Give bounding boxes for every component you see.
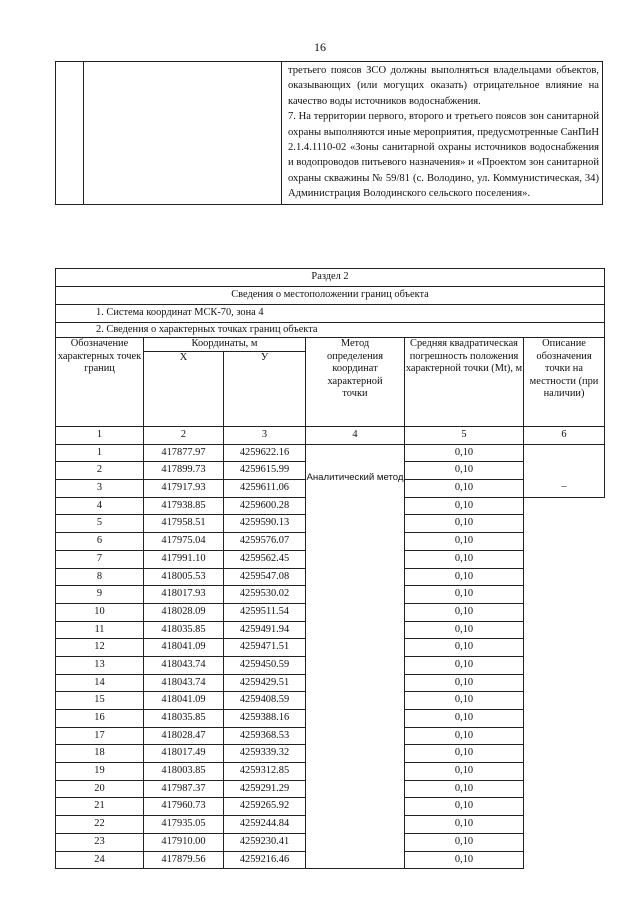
coord-y: 4259265.92 — [224, 798, 306, 816]
coord-x: 418017.93 — [144, 586, 224, 604]
continuation-paragraph: третьего поясов ЗСО должны выполняться владельцами объектов, оказывающих (или могущих оказать) отрицательное влияние на качество воды источников водоснабжения. — [288, 65, 599, 107]
coord-x: 417958.51 — [144, 515, 224, 533]
coord-y: 4259562.45 — [224, 550, 306, 568]
point-number: 16 — [56, 710, 144, 728]
point-number: 18 — [56, 745, 144, 763]
coord-x: 418028.09 — [144, 603, 224, 621]
point-number: 5 — [56, 515, 144, 533]
section-subtitle: Сведения о местоположении границ объекта — [56, 287, 605, 305]
point-number: 1 — [56, 444, 144, 462]
coord-y: 4259230.41 — [224, 833, 306, 851]
continuation-paragraph: 7. На территории первого, второго и третьего поясов зон санитарной охраны выполняются иные мероприятия, предусмотренные СанПиН 2.1.4.1110-02 «Зоны санитарной охраны источников водоснабжения и водопроводов питьевого назначения» и «Проектом зон санитарной охраны скважины № 59/81 (с. Володино, ул. Коммунистическая, 34) Администрация Володинского сельского поселения». — [288, 111, 599, 200]
point-number: 7 — [56, 550, 144, 568]
point-number: 19 — [56, 763, 144, 781]
coord-x: 417938.85 — [144, 497, 224, 515]
header-error: Средняя квадратическая погрешность положения характерной точки (Mt), м — [405, 338, 524, 427]
position-error: 0,10 — [405, 603, 524, 621]
point-number: 22 — [56, 816, 144, 834]
coord-y: 4259244.84 — [224, 816, 306, 834]
point-number: 10 — [56, 603, 144, 621]
col-number: 5 — [405, 427, 524, 445]
method-cell — [306, 444, 405, 869]
coord-x: 417879.56 — [144, 851, 224, 869]
coord-x: 418028.47 — [144, 727, 224, 745]
coord-y: 4259547.08 — [224, 568, 306, 586]
position-error: 0,10 — [405, 621, 524, 639]
coord-y: 4259291.29 — [224, 780, 306, 798]
position-error: 0,10 — [405, 550, 524, 568]
coord-x: 417877.97 — [144, 444, 224, 462]
point-number: 11 — [56, 621, 144, 639]
boundary-points-table — [55, 268, 605, 869]
coord-x: 418035.85 — [144, 621, 224, 639]
position-error: 0,10 — [405, 816, 524, 834]
continuation-table — [55, 61, 603, 205]
coord-y: 4259339.32 — [224, 745, 306, 763]
coord-x: 417975.04 — [144, 533, 224, 551]
coord-y: 4259312.85 — [224, 763, 306, 781]
header-coords: Координаты, м — [144, 338, 306, 352]
coord-y: 4259388.16 — [224, 710, 306, 728]
coord-system: 1. Система координат МСК-70, зона 4 — [56, 305, 605, 323]
coord-y: 4259615.99 — [224, 462, 306, 480]
point-number: 24 — [56, 851, 144, 869]
coord-x: 417910.00 — [144, 833, 224, 851]
coord-y: 4259471.51 — [224, 639, 306, 657]
point-number: 23 — [56, 833, 144, 851]
coord-x: 418003.85 — [144, 763, 224, 781]
point-number: 2 — [56, 462, 144, 480]
position-error: 0,10 — [405, 851, 524, 869]
coord-x: 417991.10 — [144, 550, 224, 568]
point-number: 20 — [56, 780, 144, 798]
coord-y: 4259511.54 — [224, 603, 306, 621]
coord-y: 4259368.53 — [224, 727, 306, 745]
position-error: 0,10 — [405, 497, 524, 515]
coord-x: 418041.09 — [144, 692, 224, 710]
section-title: Раздел 2 — [56, 269, 605, 287]
position-error: 0,10 — [405, 586, 524, 604]
coord-y: 4259491.94 — [224, 621, 306, 639]
position-error: 0,10 — [405, 444, 524, 462]
position-error: 0,10 — [405, 639, 524, 657]
coord-x: 418043.74 — [144, 674, 224, 692]
coord-y: 4259600.28 — [224, 497, 306, 515]
point-number: 8 — [56, 568, 144, 586]
position-error: 0,10 — [405, 780, 524, 798]
description-text: – — [561, 480, 567, 492]
position-error: 0,10 — [405, 568, 524, 586]
col-number: 6 — [524, 427, 605, 445]
coord-x: 417899.73 — [144, 462, 224, 480]
coord-x: 418035.85 — [144, 710, 224, 728]
coord-y: 4259590.13 — [224, 515, 306, 533]
position-error: 0,10 — [405, 480, 524, 498]
point-number: 21 — [56, 798, 144, 816]
coord-x: 418017.49 — [144, 745, 224, 763]
position-error: 0,10 — [405, 763, 524, 781]
point-number: 14 — [56, 674, 144, 692]
empty-cell — [84, 62, 282, 205]
description-cell — [524, 444, 605, 497]
points-info: 2. Сведения о характерных точках границ объекта — [56, 323, 605, 338]
col-number: 4 — [306, 427, 405, 445]
coord-x: 417917.93 — [144, 480, 224, 498]
point-number: 9 — [56, 586, 144, 604]
position-error: 0,10 — [405, 727, 524, 745]
col-number: 2 — [144, 427, 224, 445]
table-row — [56, 444, 605, 462]
coord-y: 4259611.06 — [224, 480, 306, 498]
col-number: 3 — [224, 427, 306, 445]
point-number: 17 — [56, 727, 144, 745]
page-number: 16 — [314, 40, 326, 54]
point-number: 6 — [56, 533, 144, 551]
header-description: Описание обозначения точки на местности (при наличии) — [524, 338, 605, 427]
position-error: 0,10 — [405, 692, 524, 710]
point-number: 4 — [56, 497, 144, 515]
header-designation: Обозначение характерных точек границ — [56, 338, 144, 427]
point-number: 3 — [56, 480, 144, 498]
point-number: 12 — [56, 639, 144, 657]
point-number: 13 — [56, 656, 144, 674]
coord-x: 418043.74 — [144, 656, 224, 674]
empty-cell — [524, 497, 605, 868]
coord-y: 4259429.51 — [224, 674, 306, 692]
position-error: 0,10 — [405, 710, 524, 728]
header-method: Метод определения координат характерной точки — [306, 338, 405, 427]
position-error: 0,10 — [405, 798, 524, 816]
point-number: 15 — [56, 692, 144, 710]
coord-x: 417987.37 — [144, 780, 224, 798]
position-error: 0,10 — [405, 745, 524, 763]
coord-y: 4259450.59 — [224, 656, 306, 674]
coord-y: 4259216.46 — [224, 851, 306, 869]
coord-x: 418005.53 — [144, 568, 224, 586]
coord-x: 417935.05 — [144, 816, 224, 834]
coord-y: 4259408.59 — [224, 692, 306, 710]
position-error: 0,10 — [405, 462, 524, 480]
position-error: 0,10 — [405, 656, 524, 674]
position-error: 0,10 — [405, 515, 524, 533]
coord-y: 4259530.02 — [224, 586, 306, 604]
coord-y: 4259622.16 — [224, 444, 306, 462]
position-error: 0,10 — [405, 833, 524, 851]
header-x: Х — [144, 352, 224, 427]
coord-x: 418041.09 — [144, 639, 224, 657]
col-number: 1 — [56, 427, 144, 445]
empty-cell — [56, 62, 84, 205]
coord-x: 417960.73 — [144, 798, 224, 816]
continuation-text-cell — [282, 62, 603, 205]
method-text: Аналитический метод — [306, 471, 404, 483]
header-y: У — [224, 352, 306, 427]
position-error: 0,10 — [405, 533, 524, 551]
coord-y: 4259576.07 — [224, 533, 306, 551]
position-error: 0,10 — [405, 674, 524, 692]
